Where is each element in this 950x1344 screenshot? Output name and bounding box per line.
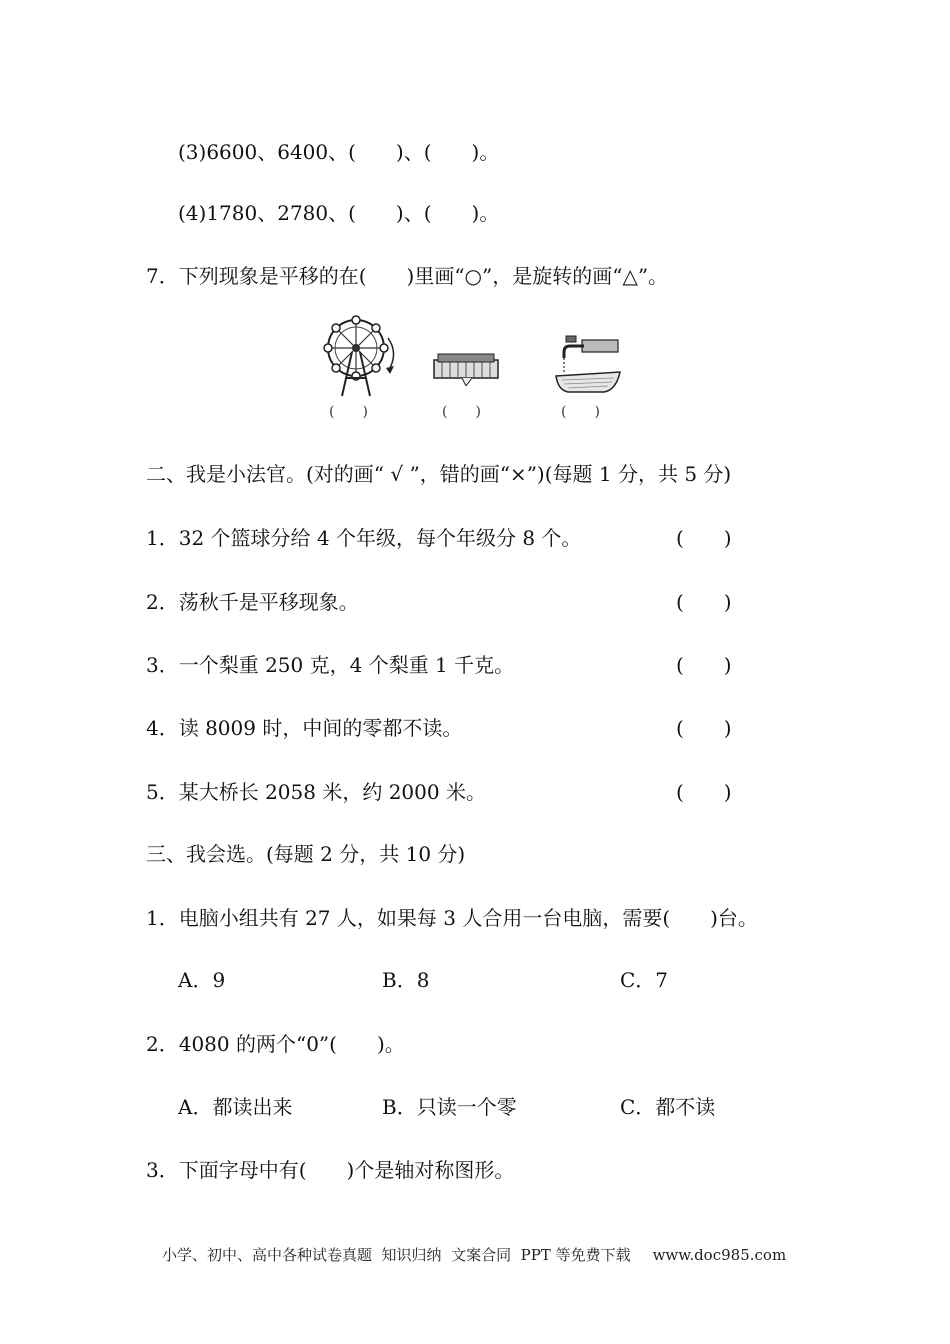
judge-answer-2: ( ) bbox=[676, 590, 732, 614]
choice-1-option-a: A．9 bbox=[178, 968, 226, 992]
section-3-title: 三、我会选。(每题 2 分，共 10 分) bbox=[146, 842, 466, 866]
judge-answer-3: ( ) bbox=[676, 653, 732, 677]
picture-3-answer: ( ) bbox=[561, 404, 600, 420]
ferris-wheel-icon bbox=[318, 312, 398, 398]
picture-2-answer: ( ) bbox=[442, 404, 481, 420]
judge-answer-5: ( ) bbox=[676, 780, 732, 804]
footer-url[interactable]: www.doc985.com bbox=[652, 1246, 787, 1264]
page-footer bbox=[162, 1246, 786, 1264]
choice-1-option-c: C．7 bbox=[620, 968, 669, 992]
question-7-text: 7．下列现象是平移的在( )里画“○”，是旋转的画“△”。 bbox=[146, 264, 669, 288]
judge-item-4: 4．读 8009 时，中间的零都不读。 bbox=[146, 716, 463, 740]
choice-question-1: 1．电脑小组共有 27 人，如果每 3 人合用一台电脑，需要( )台。 bbox=[146, 906, 758, 930]
judge-item-2: 2．荡秋千是平移现象。 bbox=[146, 590, 359, 614]
sequence-question-4: (4)1780、2780、( )、( )。 bbox=[178, 201, 500, 225]
choice-2-option-a: A．都读出来 bbox=[178, 1095, 293, 1119]
footer-text: 小学、初中、高中各种试卷真题 知识归纳 文案合同 PPT 等免费下载 bbox=[162, 1246, 631, 1264]
judge-item-5: 5．某大桥长 2058 米，约 2000 米。 bbox=[146, 780, 486, 804]
sequence-question-3: (3)6600、6400、( )、( )。 bbox=[178, 140, 500, 164]
choice-2-option-c: C．都不读 bbox=[620, 1095, 716, 1119]
choice-question-2: 2．4080 的两个“0”( )。 bbox=[146, 1032, 405, 1056]
rolling-pin-icon bbox=[432, 350, 502, 386]
faucet-basin-icon bbox=[554, 334, 622, 398]
judge-answer-1: ( ) bbox=[676, 526, 732, 550]
choice-2-option-b: B．只读一个零 bbox=[382, 1095, 517, 1119]
section-2-title: 二、我是小法官。(对的画“ √ ”，错的画“×”)(每题 1 分，共 5 分) bbox=[146, 462, 732, 486]
judge-answer-4: ( ) bbox=[676, 716, 732, 740]
choice-1-option-b: B．8 bbox=[382, 968, 430, 992]
judge-item-1: 1．32 个篮球分给 4 个年级，每个年级分 8 个。 bbox=[146, 526, 582, 550]
judge-item-3: 3．一个梨重 250 克，4 个梨重 1 千克。 bbox=[146, 653, 515, 677]
picture-1-answer: ( ) bbox=[329, 404, 368, 420]
choice-question-3: 3．下面字母中有( )个是轴对称图形。 bbox=[146, 1158, 515, 1182]
